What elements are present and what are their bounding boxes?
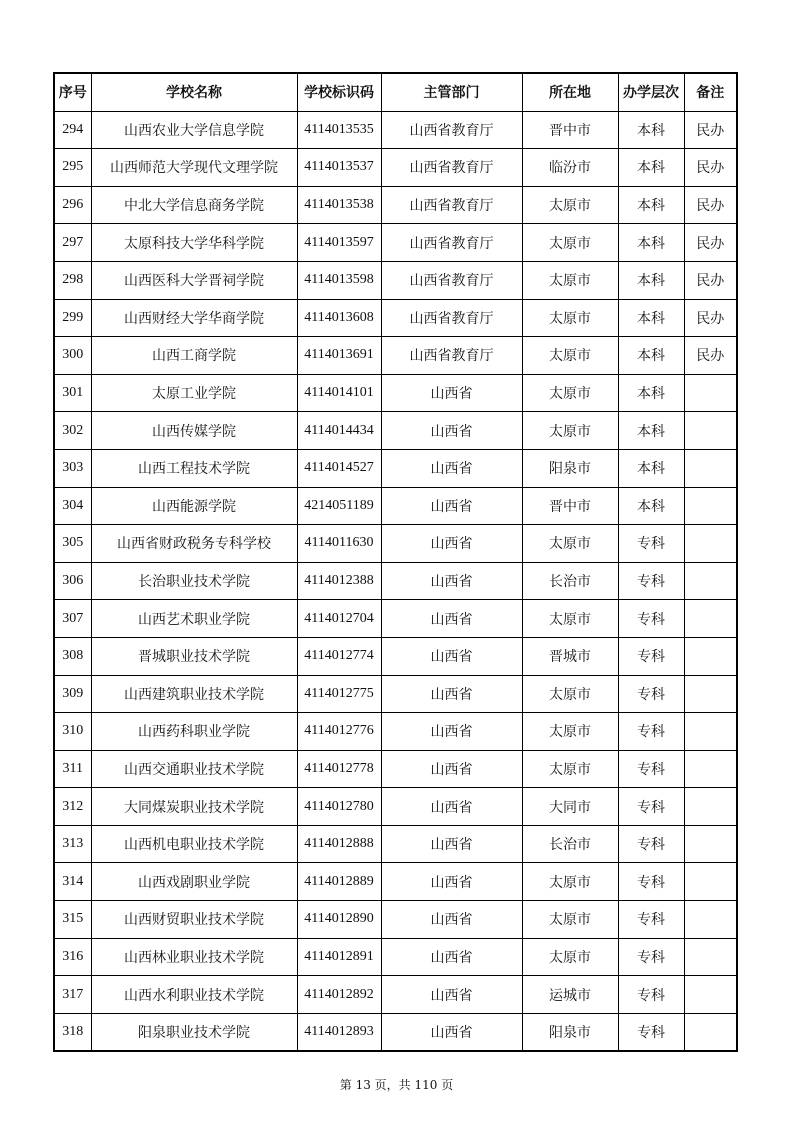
table-row	[54, 863, 737, 901]
cell-index: 302	[54, 412, 91, 450]
cell-school-name: 山西农业大学信息学院	[91, 111, 297, 149]
cell-note: 民办	[684, 186, 737, 224]
cell-note	[684, 562, 737, 600]
cell-level: 本科	[618, 224, 684, 262]
cell-school-code: 4114012776	[297, 713, 381, 751]
cell-department: 山西省	[381, 449, 522, 487]
cell-level: 本科	[618, 149, 684, 187]
cell-note	[684, 374, 737, 412]
cell-school-code: 4114012778	[297, 750, 381, 788]
cell-note: 民办	[684, 337, 737, 375]
table-row	[54, 186, 737, 224]
cell-note	[684, 976, 737, 1014]
cell-location: 太原市	[522, 261, 618, 299]
cell-school-code: 4114013535	[297, 111, 381, 149]
cell-school-code: 4114012890	[297, 901, 381, 939]
cell-note	[684, 713, 737, 751]
cell-school-code: 4114012891	[297, 938, 381, 976]
table-row	[54, 261, 737, 299]
table-row	[54, 637, 737, 675]
cell-note	[684, 525, 737, 563]
cell-school-name: 晋城职业技术学院	[91, 637, 297, 675]
cell-school-name: 山西水利职业技术学院	[91, 976, 297, 1014]
cell-school-name: 山西林业职业技术学院	[91, 938, 297, 976]
table-row	[54, 299, 737, 337]
cell-school-name: 山西传媒学院	[91, 412, 297, 450]
cell-index: 312	[54, 788, 91, 826]
cell-department: 山西省教育厅	[381, 337, 522, 375]
cell-location: 临汾市	[522, 149, 618, 187]
cell-note	[684, 600, 737, 638]
cell-index: 307	[54, 600, 91, 638]
cell-note: 民办	[684, 149, 737, 187]
cell-school-code: 4114012774	[297, 637, 381, 675]
cell-school-name: 太原科技大学华科学院	[91, 224, 297, 262]
cell-level: 本科	[618, 261, 684, 299]
cell-location: 太原市	[522, 713, 618, 751]
table-row	[54, 901, 737, 939]
cell-level: 本科	[618, 186, 684, 224]
cell-location: 大同市	[522, 788, 618, 826]
cell-location: 太原市	[522, 412, 618, 450]
table-row	[54, 788, 737, 826]
cell-index: 301	[54, 374, 91, 412]
cell-location: 晋中市	[522, 487, 618, 525]
cell-level: 专科	[618, 713, 684, 751]
cell-note	[684, 901, 737, 939]
table-row	[54, 487, 737, 525]
cell-department: 山西省	[381, 487, 522, 525]
cell-level: 专科	[618, 637, 684, 675]
cell-index: 313	[54, 825, 91, 863]
cell-index: 295	[54, 149, 91, 187]
cell-school-code: 4114014434	[297, 412, 381, 450]
cell-location: 阳泉市	[522, 1013, 618, 1051]
page-footer: 第 13 页，共 110 页	[339, 1078, 454, 1092]
cell-location: 长治市	[522, 562, 618, 600]
cell-index: 314	[54, 863, 91, 901]
cell-school-name: 山西戏剧职业学院	[91, 863, 297, 901]
cell-school-code: 4114013598	[297, 261, 381, 299]
table-row	[54, 600, 737, 638]
cell-department: 山西省	[381, 976, 522, 1014]
cell-location: 阳泉市	[522, 449, 618, 487]
cell-school-code: 4114012893	[297, 1013, 381, 1051]
cell-department: 山西省教育厅	[381, 186, 522, 224]
table-row	[54, 337, 737, 375]
cell-school-name: 山西工商学院	[91, 337, 297, 375]
cell-school-code: 4114011630	[297, 525, 381, 563]
cell-school-name: 长治职业技术学院	[91, 562, 297, 600]
cell-school-code: 4114012388	[297, 562, 381, 600]
cell-note: 民办	[684, 299, 737, 337]
cell-index: 303	[54, 449, 91, 487]
cell-level: 本科	[618, 299, 684, 337]
cell-department: 山西省	[381, 525, 522, 563]
table-row	[54, 750, 737, 788]
cell-index: 306	[54, 562, 91, 600]
cell-note	[684, 788, 737, 826]
table-row	[54, 374, 737, 412]
table-row	[54, 412, 737, 450]
cell-location: 太原市	[522, 750, 618, 788]
cell-department: 山西省教育厅	[381, 149, 522, 187]
cell-school-name: 大同煤炭职业技术学院	[91, 788, 297, 826]
cell-school-name: 山西财贸职业技术学院	[91, 901, 297, 939]
cell-school-code: 4114014527	[297, 449, 381, 487]
cell-school-code: 4114013691	[297, 337, 381, 375]
cell-location: 晋城市	[522, 637, 618, 675]
cell-note	[684, 637, 737, 675]
header-school-code: 学校标识码	[297, 73, 381, 111]
cell-note	[684, 863, 737, 901]
schools-table	[53, 72, 738, 1052]
cell-department: 山西省	[381, 412, 522, 450]
cell-school-code: 4114013538	[297, 186, 381, 224]
cell-school-code: 4114012889	[297, 863, 381, 901]
cell-department: 山西省教育厅	[381, 111, 522, 149]
table-row	[54, 449, 737, 487]
cell-index: 304	[54, 487, 91, 525]
cell-school-name: 山西艺术职业学院	[91, 600, 297, 638]
cell-department: 山西省	[381, 901, 522, 939]
cell-note: 民办	[684, 224, 737, 262]
cell-location: 太原市	[522, 186, 618, 224]
cell-school-code: 4114012780	[297, 788, 381, 826]
cell-department: 山西省	[381, 1013, 522, 1051]
cell-school-code: 4114013537	[297, 149, 381, 187]
header-school-name: 学校名称	[91, 73, 297, 111]
cell-school-name: 中北大学信息商务学院	[91, 186, 297, 224]
cell-level: 专科	[618, 600, 684, 638]
cell-location: 长治市	[522, 825, 618, 863]
cell-department: 山西省	[381, 825, 522, 863]
cell-index: 308	[54, 637, 91, 675]
header-level: 办学层次	[618, 73, 684, 111]
cell-index: 297	[54, 224, 91, 262]
cell-school-code: 4114014101	[297, 374, 381, 412]
cell-note	[684, 825, 737, 863]
cell-note	[684, 412, 737, 450]
header-note: 备注	[684, 73, 737, 111]
cell-location: 太原市	[522, 863, 618, 901]
cell-note	[684, 449, 737, 487]
cell-department: 山西省	[381, 562, 522, 600]
table-header-row	[54, 73, 737, 111]
cell-level: 专科	[618, 976, 684, 1014]
cell-index: 318	[54, 1013, 91, 1051]
cell-location: 太原市	[522, 600, 618, 638]
cell-location: 太原市	[522, 938, 618, 976]
cell-location: 太原市	[522, 299, 618, 337]
table-row	[54, 562, 737, 600]
cell-department: 山西省	[381, 374, 522, 412]
cell-school-name: 山西工程技术学院	[91, 449, 297, 487]
cell-school-name: 山西机电职业技术学院	[91, 825, 297, 863]
cell-level: 本科	[618, 374, 684, 412]
cell-department: 山西省	[381, 713, 522, 751]
cell-index: 305	[54, 525, 91, 563]
cell-location: 运城市	[522, 976, 618, 1014]
table-row	[54, 825, 737, 863]
cell-index: 311	[54, 750, 91, 788]
cell-department: 山西省教育厅	[381, 299, 522, 337]
table-row	[54, 675, 737, 713]
cell-department: 山西省	[381, 637, 522, 675]
cell-note	[684, 938, 737, 976]
cell-index: 316	[54, 938, 91, 976]
table-row	[54, 149, 737, 187]
cell-level: 专科	[618, 750, 684, 788]
cell-index: 298	[54, 261, 91, 299]
cell-level: 本科	[618, 111, 684, 149]
cell-school-code: 4114013597	[297, 224, 381, 262]
cell-level: 专科	[618, 788, 684, 826]
table-row	[54, 976, 737, 1014]
cell-level: 专科	[618, 1013, 684, 1051]
cell-department: 山西省	[381, 600, 522, 638]
cell-level: 本科	[618, 487, 684, 525]
cell-note	[684, 675, 737, 713]
cell-department: 山西省	[381, 750, 522, 788]
cell-school-name: 阳泉职业技术学院	[91, 1013, 297, 1051]
cell-school-code: 4114012888	[297, 825, 381, 863]
cell-index: 317	[54, 976, 91, 1014]
header-location: 所在地	[522, 73, 618, 111]
cell-level: 本科	[618, 449, 684, 487]
cell-location: 太原市	[522, 525, 618, 563]
cell-level: 专科	[618, 863, 684, 901]
header-department: 主管部门	[381, 73, 522, 111]
cell-school-name: 山西师范大学现代文理学院	[91, 149, 297, 187]
cell-school-code: 4114012775	[297, 675, 381, 713]
cell-note	[684, 1013, 737, 1051]
cell-level: 专科	[618, 901, 684, 939]
cell-level: 本科	[618, 337, 684, 375]
table-row	[54, 713, 737, 751]
cell-school-name: 山西能源学院	[91, 487, 297, 525]
table-row	[54, 1013, 737, 1051]
cell-index: 315	[54, 901, 91, 939]
cell-location: 太原市	[522, 337, 618, 375]
cell-note: 民办	[684, 111, 737, 149]
cell-level: 专科	[618, 562, 684, 600]
cell-index: 299	[54, 299, 91, 337]
cell-school-code: 4114013608	[297, 299, 381, 337]
cell-school-name: 山西财经大学华商学院	[91, 299, 297, 337]
cell-school-name: 太原工业学院	[91, 374, 297, 412]
header-index: 序号	[54, 73, 91, 111]
cell-department: 山西省教育厅	[381, 261, 522, 299]
cell-level: 专科	[618, 825, 684, 863]
cell-note: 民办	[684, 261, 737, 299]
cell-school-name: 山西省财政税务专科学校	[91, 525, 297, 563]
cell-note	[684, 487, 737, 525]
cell-index: 296	[54, 186, 91, 224]
cell-level: 专科	[618, 525, 684, 563]
cell-location: 太原市	[522, 675, 618, 713]
cell-school-name: 山西建筑职业技术学院	[91, 675, 297, 713]
table-row	[54, 224, 737, 262]
cell-location: 太原市	[522, 374, 618, 412]
table-row	[54, 938, 737, 976]
cell-school-code: 4114012704	[297, 600, 381, 638]
cell-school-name: 山西交通职业技术学院	[91, 750, 297, 788]
cell-location: 太原市	[522, 224, 618, 262]
table-row	[54, 525, 737, 563]
cell-department: 山西省教育厅	[381, 224, 522, 262]
cell-location: 晋中市	[522, 111, 618, 149]
cell-school-code: 4214051189	[297, 487, 381, 525]
cell-department: 山西省	[381, 788, 522, 826]
cell-school-code: 4114012892	[297, 976, 381, 1014]
cell-department: 山西省	[381, 675, 522, 713]
cell-index: 300	[54, 337, 91, 375]
cell-index: 294	[54, 111, 91, 149]
cell-location: 太原市	[522, 901, 618, 939]
cell-index: 309	[54, 675, 91, 713]
cell-department: 山西省	[381, 863, 522, 901]
cell-school-name: 山西药科职业学院	[91, 713, 297, 751]
table-row	[54, 111, 737, 149]
cell-note	[684, 750, 737, 788]
cell-index: 310	[54, 713, 91, 751]
table-body	[54, 111, 737, 1051]
cell-department: 山西省	[381, 938, 522, 976]
cell-level: 专科	[618, 938, 684, 976]
cell-level: 本科	[618, 412, 684, 450]
cell-level: 专科	[618, 675, 684, 713]
cell-school-name: 山西医科大学晋祠学院	[91, 261, 297, 299]
